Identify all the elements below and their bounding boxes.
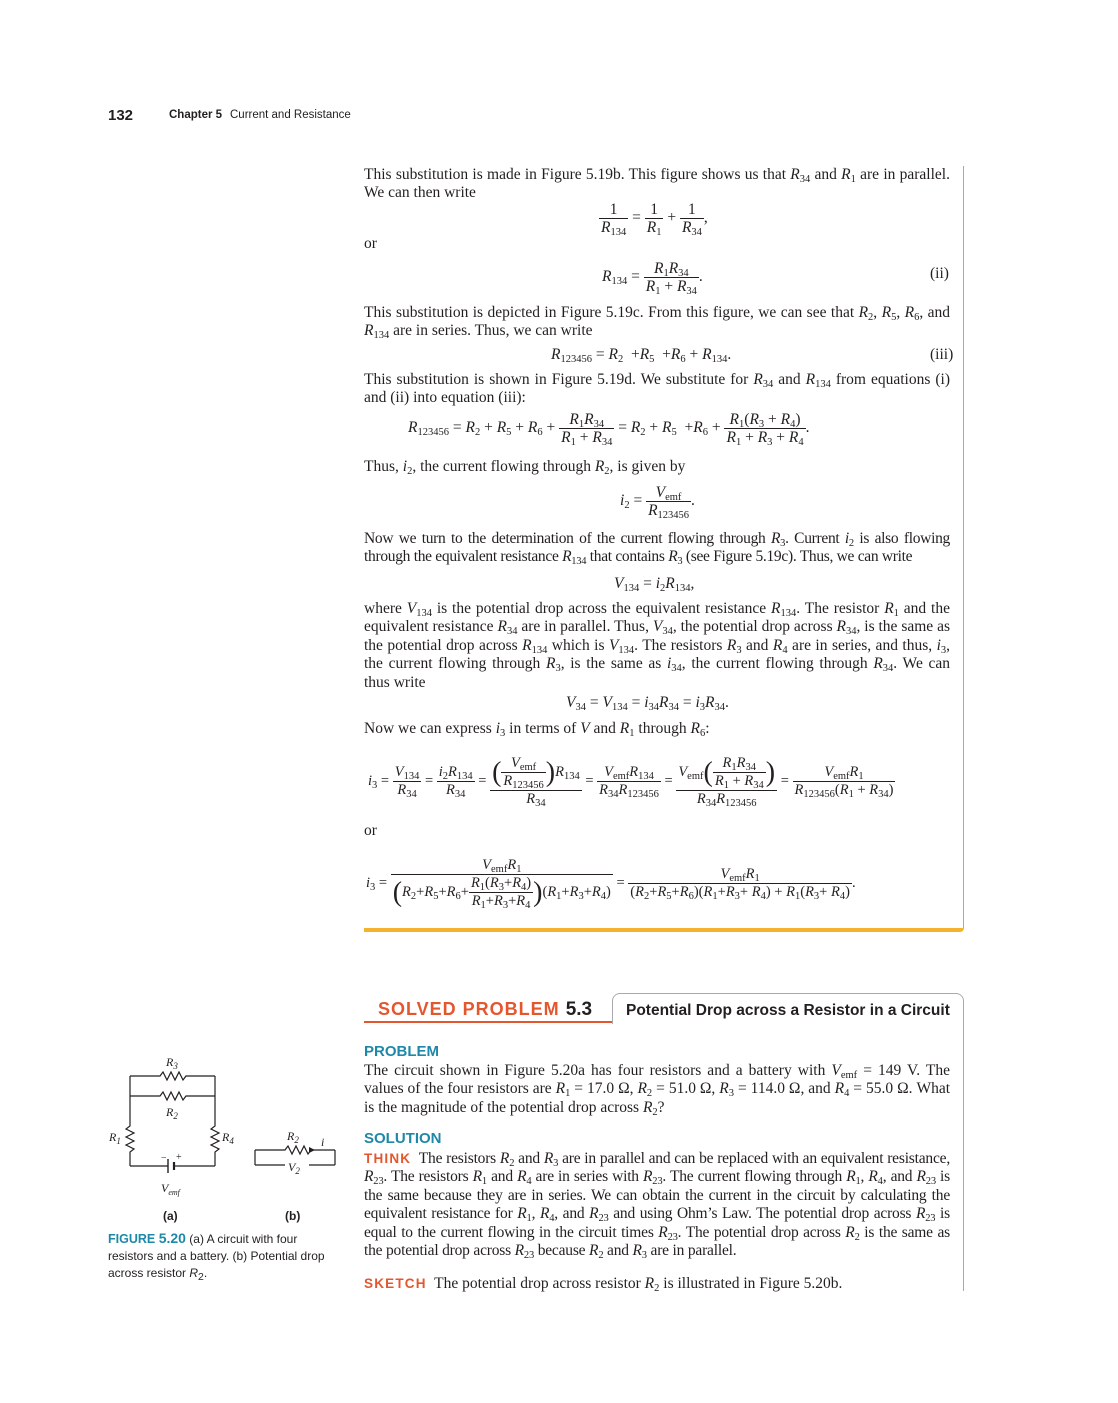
resistor-r1 [126, 1096, 134, 1166]
paragraph-4: Thus, $i_2$, the current flowing through $R_2$, is given by [364, 458, 686, 477]
equation-r134: $R_{134}$ = $\frac{R_1R_{34}}{R_1 + R_{34}}$ . [602, 260, 703, 297]
or-1: or [364, 235, 377, 252]
label-plus: + [176, 1152, 182, 1163]
paragraph-1-text [364, 166, 365, 167]
label-vemf: $V_{emf}$ [161, 1181, 180, 1197]
equation-r134-reciprocal: $\frac{1}{R_{134}}$ = $\frac{1}{R_1}$ + $\frac{1}{R_{34}}$ , [601, 201, 708, 238]
problem-text: The circuit shown in Figure 5.20a has four resistors and a battery with $V_{emf} = 149$ V. The values of the four resistors are $R_1 = 17.0$ Ω, $R_2 = 51.0$ Ω, $R_3 = 114.0$ Ω, and $R_4 = 55.0$ Ω. What is the magnitude of the potential drop across $R_2$? [364, 1062, 951, 1118]
or-2: or [364, 822, 377, 839]
label-i: i [321, 1135, 325, 1149]
think-label: THINK [364, 1151, 412, 1166]
paragraph-6: where $V_{134}$ is the potential drop across the equivalent resistance $R_{134}$. The resistor $R_1$ and the equivalent resistance $R_{34}$ are in parallel. Thus, $V_{34}$, the potential drop across $R_{34}$, is the same as the potential drop across $R_{134}$ which is $V_{134}$. The resistors $R_3$ and $R_4$ are in series, and thus, $i_3$, the current flowing through $R_3$, is the same as $i_{34}$, the current flowing through $R_{34}$. We can thus write [364, 600, 951, 691]
solved-problem-underline [364, 1021, 612, 1023]
equation-i3-long: $i_3$ = $\frac{V_{134}}{R_{34}}$ = $\frac{i_2R_{134}}{R_{34}}$ = ( $\frac{V_{emf}}{R_{123456}}$ )$R_{134}$ $R_{34}$ = $\frac{V_{emf}R_{134}}{R_{34}R_{123456}}$ = $V_{emf}$( $\frac{R_1R_{34}}{R_1 + R_{34}}$ ) $R_{34}R_{123456}$ = $\frac{V_{emf}R_1}{R_{123456}(R_1 + R_{34})}$ [368, 755, 894, 809]
chapter-title: Current and Resistance [230, 109, 351, 121]
chapter-label: Chapter 5 [169, 109, 223, 121]
paragraph-2: This substitution is depicted in Figure 5.19c. From this figure, we can see that $R_2$, $R_5$, $R_6$, and $R_{134}$ are in series. Thus, we can write [364, 304, 951, 342]
current-arrow [309, 1147, 315, 1153]
equation-r123456: $R_{123456} = R_2 +R_5 +R_6 + R_{134}$. [551, 346, 732, 365]
solved-problem-number: 5.3 [565, 999, 593, 1020]
label-minus: − [161, 1153, 167, 1164]
section-end-bar [364, 928, 964, 932]
label-r1: $R_1$ [109, 1130, 121, 1146]
equation-v134: $V_{134} = i_2R_{134}$, [614, 575, 695, 594]
equation-i3-final: $i_3$ = $V_{emf}R_1$ ($R_2+R_5+R_6+$ $\frac{R_1(R_3+R_4)}{R_1+R_3+R_4}$ )$(R_1+R_3+R_4)$ = $\frac{V_{emf}R_1}{(R_2+R_5+R_6)(R_1+R_3+ R_4) + R_1(R_3+ R_4)}$ . [366, 857, 856, 911]
paragraph-3: This substitution is shown in Figure 5.19d. We substitute for $R_{34}$ and $R_{134}$ from equations (i) and (ii) into equation (iii): [364, 371, 950, 407]
paragraph-1: This substitution is made in Figure 5.19b. This figure shows us that $R_{34}$ and $R_1$ are in parallel. We can then write [364, 166, 950, 202]
paragraph-5: Now we turn to the determination of the current flowing through $R_3$. Current $i_2$ is also flowing through the equivalent resistance $R_{134}$ that contains $R_3$ (see Figure 5.19c). Thus, we can write [364, 530, 950, 568]
page-number: 132 [108, 107, 134, 124]
right-rule-bottom [963, 1023, 964, 1291]
equation-number-ii: (ii) [930, 265, 949, 282]
label-r3: $R_3$ [166, 1055, 178, 1071]
figure-caption-label: FIGURE 5.20 [108, 1230, 186, 1246]
right-rule-top [963, 166, 964, 928]
paragraph-7: Now we can express $i_3$ in terms of V and $R_1$ through $R_6$: [364, 720, 710, 739]
solved-problem-title: Potential Drop across a Resistor in a Circuit [626, 1002, 950, 1019]
page-header [108, 107, 351, 125]
label-b: (b) [285, 1209, 301, 1223]
equation-number-iii: (iii) [930, 346, 954, 363]
sketch-label: SKETCH [364, 1276, 427, 1291]
figure-5-20-circuit [105, 1050, 345, 1225]
problem-heading: PROBLEM [364, 1043, 439, 1060]
solution-heading: SOLUTION [364, 1130, 442, 1147]
wire-r3-top [130, 1072, 215, 1080]
figure-caption: FIGURE 5.20 (a) A circuit with four resistors and a battery. (b) Potential drop across resistor $R_2$. [108, 1230, 325, 1283]
resistor-r4 [211, 1096, 219, 1166]
label-v2: $V_2$ [288, 1160, 300, 1176]
think-paragraph: THINK The resistors $R_2$ and $R_3$ are in parallel and can be replaced with an equivalent resistance, $R_{23}$. The resistors $R_1$ and $R_4$ are in series with $R_{23}$. The current flowing through $R_1$, $R_4$, and $R_{23}$ is the same because they are in series. We can obtain the current in the circuit by calculating the equivalent resistance for $R_1$, $R_4$, and $R_{23}$ and using Ohm’s Law. The potential drop across $R_{23}$ is equal to the current flowing in the circuit times $R_{23}$. The potential drop across $R_2$ is the same as the potential drop across $R_{23}$ because $R_2$ and $R_3$ are in parallel. [364, 1150, 951, 1262]
label-r2-b: $R_2$ [287, 1129, 299, 1145]
equation-i2: $i_2$ = $\frac{V_{emf}}{R_{123456}}$ . [620, 484, 695, 521]
label-r2: $R_2$ [166, 1105, 178, 1121]
label-r4: $R_4$ [222, 1130, 234, 1146]
equation-v34: $V_{34} = V_{134} = i_{34}R_{34} = i_3R_{34}$. [566, 694, 729, 713]
wire-r2 [130, 1092, 215, 1100]
label-a: (a) [163, 1209, 178, 1223]
solved-problem-label: SOLVED PROBLEM 5.3 [378, 999, 593, 1020]
equation-r123456-expanded: $R_{123456} = R_2 + R_5 + R_6$ + $\frac{R_1R_{34}}{R_1 + R_{34}}$ = $R_2 + R_5 +R_6$ + $\frac{R_1(R_3 + R_4)}{R_1 + R_3 + R_4}$ . [408, 411, 810, 448]
sketch-paragraph: SKETCH The potential drop across resistor $R_2$ is illustrated in Figure 5.20b. [364, 1275, 843, 1294]
